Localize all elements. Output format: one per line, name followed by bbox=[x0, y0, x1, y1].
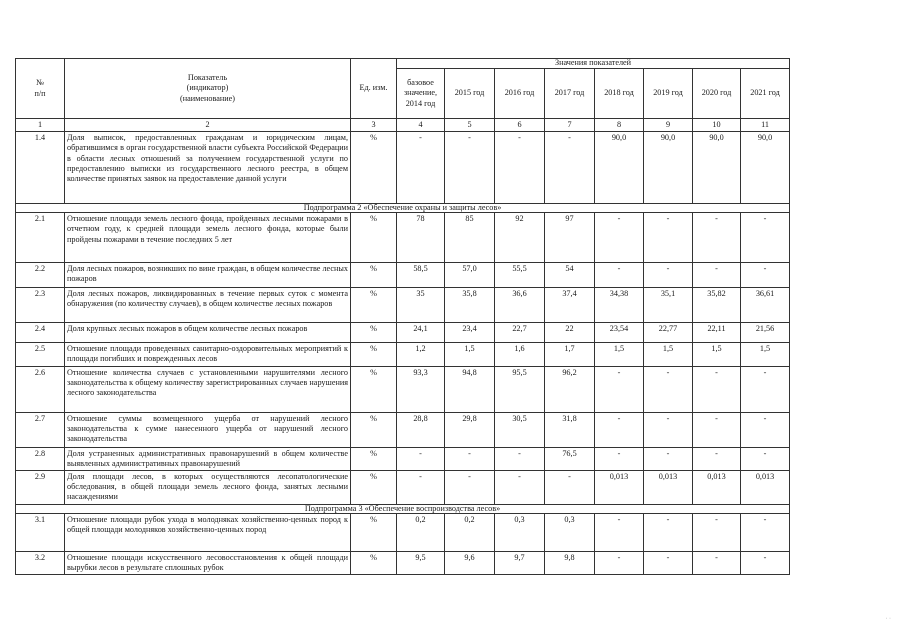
value-cell: - bbox=[397, 447, 445, 470]
header-year: 2015 год bbox=[445, 69, 495, 119]
indicator-name: Доля площади лесов, в которых осуществляются лесопатологические обследования, в общей площади земель лесного фонда, занятых лесными насаждениями bbox=[65, 471, 351, 505]
column-number: 11 bbox=[741, 119, 790, 132]
value-cell: - bbox=[693, 447, 741, 470]
header-year: 2020 год bbox=[693, 69, 741, 119]
column-number: 4 bbox=[397, 119, 445, 132]
value-cell: - bbox=[741, 551, 790, 574]
column-number: 2 bbox=[65, 119, 351, 132]
value-cell: - bbox=[693, 213, 741, 263]
column-number: 10 bbox=[693, 119, 741, 132]
value-cell: 23,54 bbox=[595, 323, 644, 343]
row-number: 2.3 bbox=[16, 288, 65, 323]
value-cell: - bbox=[595, 447, 644, 470]
value-cell: - bbox=[644, 447, 693, 470]
value-cell: 90,0 bbox=[741, 132, 790, 204]
value-cell: 1,7 bbox=[545, 343, 595, 366]
value-cell: - bbox=[741, 412, 790, 447]
value-cell: 85 bbox=[445, 213, 495, 263]
indicator-row bbox=[16, 471, 790, 505]
value-cell: 1,6 bbox=[495, 343, 545, 366]
value-cell: 9,6 bbox=[445, 551, 495, 574]
indicator-row bbox=[16, 263, 790, 288]
value-cell: - bbox=[741, 213, 790, 263]
indicator-name: Отношение площади земель лесного фонда, пройденных лесными пожарами в отчетном году, к средней площади земель лесного фонда, которые были пройдены пожарами в течение последних 5 лет bbox=[65, 213, 351, 263]
column-number: 9 bbox=[644, 119, 693, 132]
unit-cell: % bbox=[351, 447, 397, 470]
value-cell: - bbox=[595, 513, 644, 551]
subprogram-row bbox=[16, 504, 790, 513]
row-number: 3.2 bbox=[16, 551, 65, 574]
header-year: базовое значение, 2014 год bbox=[397, 69, 445, 119]
value-cell: 95,5 bbox=[495, 366, 545, 412]
value-cell: - bbox=[644, 513, 693, 551]
header-unit: Ед. изм. bbox=[351, 59, 397, 119]
unit-cell: % bbox=[351, 343, 397, 366]
indicator-row bbox=[16, 513, 790, 551]
indicator-row bbox=[16, 447, 790, 470]
value-cell: 1,5 bbox=[595, 343, 644, 366]
value-cell: - bbox=[644, 213, 693, 263]
value-cell: - bbox=[545, 471, 595, 505]
value-cell: 29,8 bbox=[445, 412, 495, 447]
value-cell: - bbox=[595, 213, 644, 263]
subprogram-title: Подпрограмма 2 «Обеспечение охраны и защиты лесов» bbox=[16, 204, 790, 213]
value-cell: 0,2 bbox=[445, 513, 495, 551]
value-cell: - bbox=[741, 366, 790, 412]
value-cell: 0,013 bbox=[644, 471, 693, 505]
value-cell: 30,5 bbox=[495, 412, 545, 447]
value-cell: 57,0 bbox=[445, 263, 495, 288]
value-cell: 1,2 bbox=[397, 343, 445, 366]
unit-cell: % bbox=[351, 288, 397, 323]
value-cell: 21,56 bbox=[741, 323, 790, 343]
indicator-name: Отношение площади искусственного лесовосстановления к общей площади вырубки лесов в результате сплошных рубок bbox=[65, 551, 351, 574]
value-cell: - bbox=[693, 263, 741, 288]
value-cell: 94,8 bbox=[445, 366, 495, 412]
indicator-row bbox=[16, 551, 790, 574]
value-cell: 78 bbox=[397, 213, 445, 263]
value-cell: - bbox=[741, 513, 790, 551]
column-number: 6 bbox=[495, 119, 545, 132]
row-number: 2.5 bbox=[16, 343, 65, 366]
value-cell: 36,61 bbox=[741, 288, 790, 323]
unit-cell: % bbox=[351, 471, 397, 505]
subprogram-title: Подпрограмма 3 «Обеспечение воспроизводства лесов» bbox=[16, 504, 790, 513]
unit-cell: % bbox=[351, 366, 397, 412]
value-cell: 90,0 bbox=[644, 132, 693, 204]
value-cell: 0,3 bbox=[545, 513, 595, 551]
value-cell: 28,8 bbox=[397, 412, 445, 447]
value-cell: - bbox=[644, 366, 693, 412]
value-cell: 0,013 bbox=[595, 471, 644, 505]
value-cell: 35,1 bbox=[644, 288, 693, 323]
value-cell: 0,013 bbox=[693, 471, 741, 505]
value-cell: 23,4 bbox=[445, 323, 495, 343]
indicators-table bbox=[15, 58, 790, 575]
value-cell: 1,5 bbox=[644, 343, 693, 366]
value-cell: - bbox=[644, 551, 693, 574]
value-cell: - bbox=[397, 471, 445, 505]
value-cell: 55,5 bbox=[495, 263, 545, 288]
column-number: 3 bbox=[351, 119, 397, 132]
value-cell: 22,77 bbox=[644, 323, 693, 343]
value-cell: - bbox=[693, 412, 741, 447]
value-cell: 92 bbox=[495, 213, 545, 263]
header-num: № п/п bbox=[16, 59, 65, 119]
value-cell: - bbox=[397, 132, 445, 204]
value-cell: - bbox=[693, 513, 741, 551]
value-cell: - bbox=[741, 447, 790, 470]
indicator-row bbox=[16, 132, 790, 204]
row-number: 1.4 bbox=[16, 132, 65, 204]
value-cell: - bbox=[595, 412, 644, 447]
value-cell: 54 bbox=[545, 263, 595, 288]
unit-cell: % bbox=[351, 412, 397, 447]
value-cell: - bbox=[595, 366, 644, 412]
column-number: 1 bbox=[16, 119, 65, 132]
value-cell: - bbox=[445, 471, 495, 505]
value-cell: 24,1 bbox=[397, 323, 445, 343]
value-cell: 58,5 bbox=[397, 263, 445, 288]
value-cell: 96,2 bbox=[545, 366, 595, 412]
unit-cell: % bbox=[351, 323, 397, 343]
value-cell: - bbox=[595, 263, 644, 288]
header-year: 2019 год bbox=[644, 69, 693, 119]
value-cell: 9,7 bbox=[495, 551, 545, 574]
indicator-name: Отношение площади проведенных санитарно-оздоровительных мероприятий к площади погибших и поврежденных лесов bbox=[65, 343, 351, 366]
header-values-group: Значения показателей bbox=[397, 59, 790, 69]
indicator-name: Доля лесных пожаров, ликвидированных в течение первых суток с момента обнаружения (по количеству случаев), в общем количестве лесных пожаров bbox=[65, 288, 351, 323]
value-cell: 0,013 bbox=[741, 471, 790, 505]
value-cell: 35,82 bbox=[693, 288, 741, 323]
value-cell: 0,3 bbox=[495, 513, 545, 551]
unit-cell: % bbox=[351, 551, 397, 574]
row-number: 2.8 bbox=[16, 447, 65, 470]
indicator-name: Отношение суммы возмещенного ущерба от нарушений лесного законодательства к сумме нанесенного ущерба от нарушений лесного законодательства bbox=[65, 412, 351, 447]
value-cell: 97 bbox=[545, 213, 595, 263]
row-number: 2.7 bbox=[16, 412, 65, 447]
value-cell: - bbox=[445, 132, 495, 204]
indicator-row bbox=[16, 213, 790, 263]
value-cell: - bbox=[693, 366, 741, 412]
header-year: 2016 год bbox=[495, 69, 545, 119]
value-cell: 34,38 bbox=[595, 288, 644, 323]
value-cell: - bbox=[495, 447, 545, 470]
header-year: 2017 год bbox=[545, 69, 595, 119]
value-cell: 90,0 bbox=[693, 132, 741, 204]
value-cell: 93,3 bbox=[397, 366, 445, 412]
indicator-name: Доля выписок, предоставленных гражданам и юридическим лицам, обратившимся в орган государственной власти субъекта Российской Федерации в области лесных отношений за получением государственной услуги по предоставлению выписки из государственного лесного реестра, в общем количестве принятых заявок на предоставление данной услуги bbox=[65, 132, 351, 204]
value-cell: 90,0 bbox=[595, 132, 644, 204]
header-year: 2018 год bbox=[595, 69, 644, 119]
indicator-row bbox=[16, 412, 790, 447]
indicator-name: Доля лесных пожаров, возникших по вине граждан, в общем количестве лесных пожаров bbox=[65, 263, 351, 288]
value-cell: - bbox=[595, 551, 644, 574]
value-cell: 1,5 bbox=[693, 343, 741, 366]
value-cell: 76,5 bbox=[545, 447, 595, 470]
value-cell: 9,8 bbox=[545, 551, 595, 574]
value-cell: - bbox=[693, 551, 741, 574]
column-number: 7 bbox=[545, 119, 595, 132]
value-cell: - bbox=[445, 447, 495, 470]
indicator-row bbox=[16, 323, 790, 343]
column-number: 8 bbox=[595, 119, 644, 132]
indicator-name: Доля устраненных административных правонарушений в общем количестве выявленных административных правонарушений bbox=[65, 447, 351, 470]
header-year: 2021 год bbox=[741, 69, 790, 119]
value-cell: - bbox=[495, 132, 545, 204]
value-cell: - bbox=[644, 412, 693, 447]
value-cell: 1,5 bbox=[741, 343, 790, 366]
row-number: 2.9 bbox=[16, 471, 65, 505]
value-cell: 22 bbox=[545, 323, 595, 343]
row-number: 2.2 bbox=[16, 263, 65, 288]
value-cell: 31,8 bbox=[545, 412, 595, 447]
header-indicator: Показатель (индикатор) (наименование) bbox=[65, 59, 351, 119]
value-cell: - bbox=[545, 132, 595, 204]
unit-cell: % bbox=[351, 132, 397, 204]
value-cell: 9,5 bbox=[397, 551, 445, 574]
value-cell: 37,4 bbox=[545, 288, 595, 323]
value-cell: - bbox=[741, 263, 790, 288]
indicator-row bbox=[16, 343, 790, 366]
header-row-top bbox=[16, 59, 790, 69]
row-number: 2.4 bbox=[16, 323, 65, 343]
row-number: 2.1 bbox=[16, 213, 65, 263]
value-cell: 22,7 bbox=[495, 323, 545, 343]
indicator-row bbox=[16, 288, 790, 323]
unit-cell: % bbox=[351, 213, 397, 263]
value-cell: - bbox=[495, 471, 545, 505]
column-number-row bbox=[16, 119, 790, 132]
indicator-name: Отношение площади рубок ухода в молодняках хозяйственно-ценных пород к общей площади молодняков хозяйственно-ценных пород bbox=[65, 513, 351, 551]
value-cell: - bbox=[644, 263, 693, 288]
column-number: 5 bbox=[445, 119, 495, 132]
value-cell: 35 bbox=[397, 288, 445, 323]
value-cell: 22,11 bbox=[693, 323, 741, 343]
value-cell: 0,2 bbox=[397, 513, 445, 551]
value-cell: 35,8 bbox=[445, 288, 495, 323]
row-number: 2.6 bbox=[16, 366, 65, 412]
unit-cell: % bbox=[351, 513, 397, 551]
value-cell: 1,5 bbox=[445, 343, 495, 366]
indicator-row bbox=[16, 366, 790, 412]
indicator-name: Доля крупных лесных пожаров в общем количестве лесных пожаров bbox=[65, 323, 351, 343]
subprogram-row bbox=[16, 204, 790, 213]
row-number: 3.1 bbox=[16, 513, 65, 551]
unit-cell: % bbox=[351, 263, 397, 288]
indicator-name: Отношение количества случаев с установленными нарушителями лесного законодательства к общему количеству зарегистрированных случаев нарушения лесного законодательства bbox=[65, 366, 351, 412]
scan-speck: · · bbox=[885, 616, 891, 622]
value-cell: 36,6 bbox=[495, 288, 545, 323]
